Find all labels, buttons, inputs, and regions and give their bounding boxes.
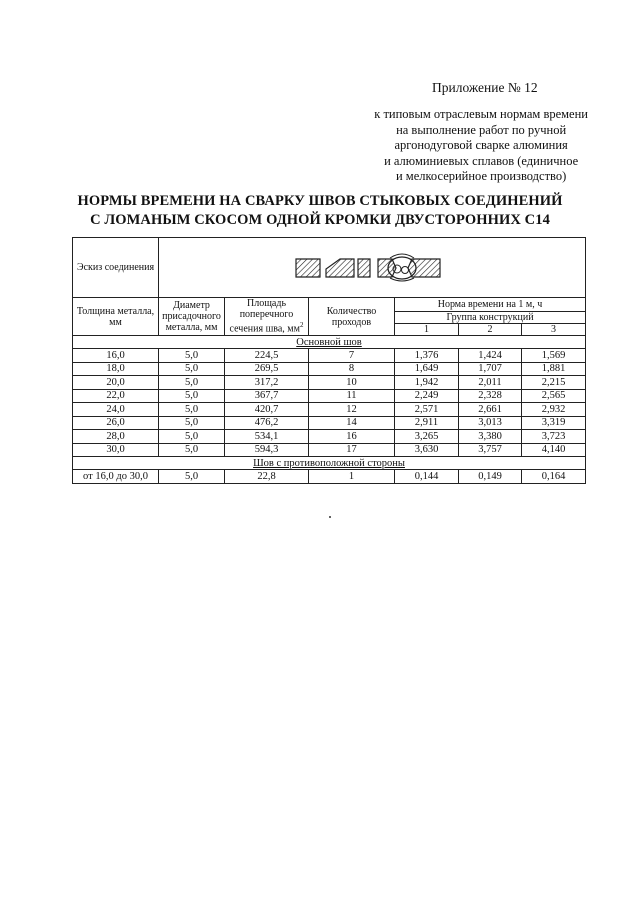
cell-diameter: 5,0 [159, 349, 225, 363]
section-main-label [73, 336, 586, 349]
col-header-group: Группа конструкций [395, 312, 586, 324]
appendix-line: к типовым отраслевым нормам времени [374, 107, 588, 121]
col-header-norm: Норма времени на 1 м, ч [395, 298, 586, 312]
cell-group-2: 1,707 [459, 362, 522, 376]
cell-diameter: 5,0 [159, 430, 225, 444]
cell-area: 534,1 [225, 430, 309, 444]
cell-group-3: 2,932 [522, 403, 586, 417]
cell-passes: 17 [309, 443, 395, 457]
cell-passes: 7 [309, 349, 395, 363]
cell-diameter: 5,0 [159, 470, 225, 484]
cell-area: 367,7 [225, 389, 309, 403]
cell-group-2: 2,661 [459, 403, 522, 417]
col-header-thickness: Толщина металла, мм [73, 298, 159, 336]
table-row [73, 403, 586, 417]
cell-passes: 12 [309, 403, 395, 417]
cell-group-2: 2,328 [459, 389, 522, 403]
cell-thickness: 18,0 [73, 362, 159, 376]
table-row [73, 443, 586, 457]
section-back-row [73, 457, 586, 470]
title-line-1: НОРМЫ ВРЕМЕНИ НА СВАРКУ ШВОВ СТЫКОВЫХ СОЕДИНЕНИЙ [77, 193, 563, 209]
cell-thickness: 20,0 [73, 376, 159, 390]
sketch-row [73, 238, 586, 298]
cell-group-2: 0,149 [459, 470, 522, 484]
cell-group-1: 0,144 [395, 470, 459, 484]
cell-group-2: 3,757 [459, 443, 522, 457]
cell-diameter: 5,0 [159, 416, 225, 430]
cell-area: 476,2 [225, 416, 309, 430]
table-row [73, 349, 586, 363]
table-row [73, 430, 586, 444]
cell-diameter: 5,0 [159, 376, 225, 390]
cell-group-3: 2,565 [522, 389, 586, 403]
cell-passes: 1 [309, 470, 395, 484]
cell-area: 269,5 [225, 362, 309, 376]
cell-group-3: 2,215 [522, 376, 586, 390]
cell-diameter: 5,0 [159, 362, 225, 376]
table-row [73, 376, 586, 390]
cell-group-3: 4,140 [522, 443, 586, 457]
appendix-line: и мелкосерийное производство) [395, 169, 567, 184]
cell-group-1: 1,942 [395, 376, 459, 390]
cell-area: 317,2 [225, 376, 309, 390]
cell-passes: 11 [309, 389, 395, 403]
cell-thickness: 22,0 [73, 389, 159, 403]
table-row [73, 362, 586, 376]
cell-group-2: 1,424 [459, 349, 522, 363]
cell-thickness: 24,0 [73, 403, 159, 417]
cell-area: 594,3 [225, 443, 309, 457]
cell-group-1: 3,630 [395, 443, 459, 457]
cell-passes: 10 [309, 376, 395, 390]
cell-group-3: 1,569 [522, 349, 586, 363]
section-back-label [73, 457, 586, 470]
cell-diameter: 5,0 [159, 443, 225, 457]
section-back-text: Шов с противоположной стороны [253, 457, 405, 469]
section-main-row [73, 336, 586, 349]
cell-diameter: 5,0 [159, 389, 225, 403]
col-header-group-1: 1 [395, 324, 459, 336]
appendix-number: Приложение № 12 [432, 80, 538, 95]
col-header-group-2: 2 [459, 324, 522, 336]
cell-thickness: от 16,0 до 30,0 [73, 470, 159, 484]
main-rows [73, 349, 586, 457]
appendix-line: и алюминиевых сплавов (единичное [384, 153, 579, 168]
cell-group-1: 2,571 [395, 403, 459, 417]
cell-group-1: 1,649 [395, 362, 459, 376]
cell-thickness: 16,0 [73, 349, 159, 363]
cell-area: 420,7 [225, 403, 309, 417]
title-line-2: С ЛОМАНЫМ СКОСОМ ОДНОЙ КРОМКИ ДВУСТОРОННИХ С14 [90, 212, 550, 228]
cell-group-1: 2,911 [395, 416, 459, 430]
cell-group-3: 3,319 [522, 416, 586, 430]
cell-area: 22,8 [225, 470, 309, 484]
cell-thickness: 30,0 [73, 443, 159, 457]
cell-group-2: 3,380 [459, 430, 522, 444]
cell-passes: 16 [309, 430, 395, 444]
cell-group-3: 0,164 [522, 470, 586, 484]
sketch-cell [159, 238, 586, 298]
appendix-line: аргонодуговой сварке алюминия [394, 138, 568, 153]
joint-sketch-image [292, 251, 452, 285]
col-header-area-text: Площадь поперечного сечения шва, мм [229, 298, 300, 335]
section-main-text: Основной шов [296, 336, 362, 348]
cell-area: 224,5 [225, 349, 309, 363]
table-row [73, 470, 586, 484]
appendix-line: на выполнение работ по ручной [396, 122, 567, 137]
cell-group-2: 2,011 [459, 376, 522, 390]
cell-passes: 8 [309, 362, 395, 376]
cell-group-1: 1,376 [395, 349, 459, 363]
document-title [60, 192, 580, 230]
cell-group-1: 3,265 [395, 430, 459, 444]
scan-dot [329, 516, 331, 518]
col-header-area [225, 298, 309, 336]
norms-table [72, 237, 586, 484]
cell-thickness: 28,0 [73, 430, 159, 444]
cell-passes: 14 [309, 416, 395, 430]
sketch-label: Эскиз соединения [73, 238, 159, 298]
table-row [73, 416, 586, 430]
header-row-1 [73, 298, 586, 312]
table-row [73, 389, 586, 403]
col-header-passes: Количество проходов [309, 298, 395, 336]
col-header-diameter: Диаметр присадочного металла, мм [159, 298, 225, 336]
cell-group-2: 3,013 [459, 416, 522, 430]
col-header-group-3: 3 [522, 324, 586, 336]
col-header-area-sup: 2 [299, 321, 304, 330]
cell-group-3: 3,723 [522, 430, 586, 444]
cell-group-3: 1,881 [522, 362, 586, 376]
cell-group-1: 2,249 [395, 389, 459, 403]
cell-diameter: 5,0 [159, 403, 225, 417]
appendix-reference [374, 107, 588, 185]
cell-thickness: 26,0 [73, 416, 159, 430]
